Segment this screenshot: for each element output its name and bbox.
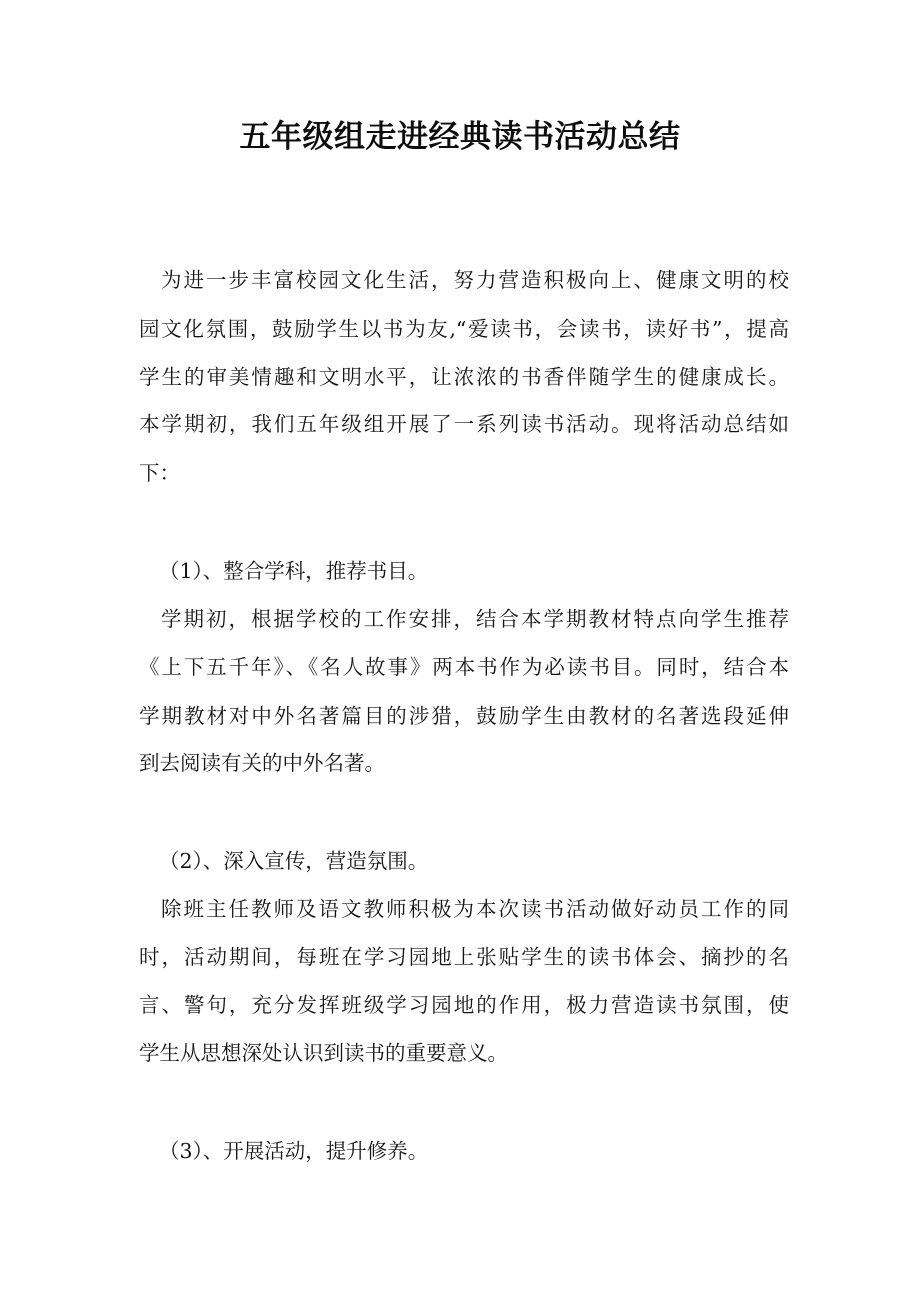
document-title: 五年级组走进经典读书活动总结 bbox=[239, 119, 681, 155]
intro-line-2: 园文化氛围，鼓励学生以书为友,“爱读书，会读书，读好书”，提高 bbox=[139, 317, 789, 341]
section-2-line-3: 言、警句，充分发挥班级学习园地的作用，极力营造读书氛围，使 bbox=[139, 993, 789, 1017]
section-2-line-2: 时，活动期间，每班在学习园地上张贴学生的读书体会、摘抄的名 bbox=[139, 945, 789, 969]
intro-line-1: 为进一步丰富校园文化生活，努力营造积极向上、健康文明的校 bbox=[161, 268, 789, 292]
section-2-line-1: 除班主任教师及语文教师积极为本次读书活动做好动员工作的同 bbox=[161, 897, 789, 921]
intro-line-5: 下： bbox=[139, 461, 180, 485]
section-1-line-3: 学期教材对中外名著篇目的涉猎，鼓励学生由教材的名著选段延伸 bbox=[139, 704, 789, 728]
section-1-line-4: 到去阅读有关的中外名著。 bbox=[139, 751, 385, 775]
intro-line-4: 本学期初，我们五年级组开展了一系列读书活动。现将活动总结如 bbox=[139, 412, 789, 436]
section-2-line-4: 学生从思想深处认识到读书的重要意义。 bbox=[139, 1041, 508, 1065]
section-1-line-1: 学期初，根据学校的工作安排，结合本学期教材特点向学生推荐 bbox=[161, 607, 789, 631]
section-3-heading: （3）、开展活动，提升修养。 bbox=[159, 1139, 429, 1163]
section-2-heading: （2）、深入宣传，营造氛围。 bbox=[159, 849, 429, 873]
section-1-line-2: 《上下五千年》、《名人故事》两本书作为必读书目。同时，结合本 bbox=[139, 655, 789, 679]
section-1-heading: （1）、整合学科，推荐书目。 bbox=[159, 559, 429, 583]
intro-line-3: 学生的审美情趣和文明水平，让浓浓的书香伴随学生的健康成长。 bbox=[139, 365, 789, 389]
